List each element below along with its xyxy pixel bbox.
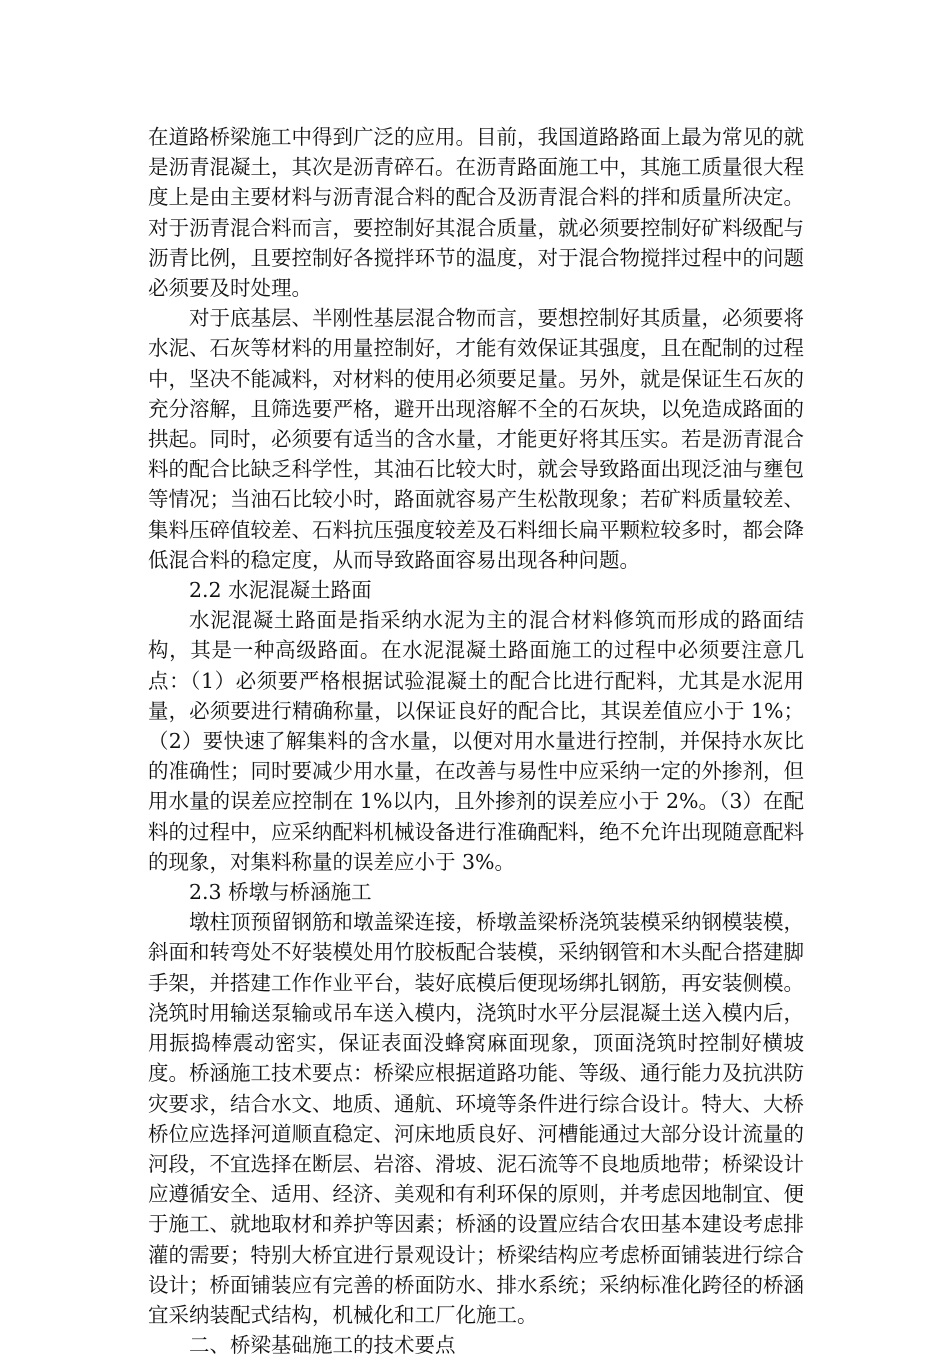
- section-heading-bridge-foundation: 二、桥梁基础施工的技术要点: [189, 1333, 456, 1358]
- document-body: [148, 122, 804, 1360]
- paragraph-asphalt-intro: 在道路桥梁施工中得到广泛的应用。目前，我国道路路面上最为常见的就是沥青混凝土，其次是沥青碎石。在沥青路面施工中，其施工质量很大程度上是由主要材料与沥青混合料的配合及沥青混合料的拌和质量所决定。对于沥青混合料而言，要控制好其混合质量，就必须要控制好矿料级配与沥青比例，且要控制好各搅拌环节的温度，对于混合物搅拌过程中的问题必须要及时处理。: [148, 125, 804, 301]
- section-heading-cement-pavement: 2.2 水泥混凝土路面: [189, 578, 372, 603]
- paragraph-cement-pavement: 水泥混凝土路面是指采纳水泥为主的混合材料修筑而形成的路面结构，其是一种高级路面。在水泥混凝土路面施工的过程中必须要注意几点：（1）必须要严格根据试验混凝土的配合比进行配料，尤其是水泥用量，必须要进行精确称量，以保证良好的配合比，其误差值应小于 1%；（2）要快速了解集料的含水量，以便对用水量进行控制，并保持水灰比的准确性；同时要减少用水量，在改善与易性中应采纳一定的外掺剂，但用水量的误差应控制在 1%以内，且外掺剂的误差应小于 2%。（3）在配料的过程中，应采纳配料机械设备进行准确配料，绝不允许出现随意配料的现象，对集料称量的误差应小于 3%。: [148, 608, 804, 874]
- paragraph-base-layer: 对于底基层、半刚性基层混合物而言，要想控制好其质量，必须要将水泥、石灰等材料的用量控制好，才能有效保证其强度，且在配制的过程中，坚决不能减料，对材料的使用必须要足量。另外，就是保证生石灰的充分溶解，且筛选要严格，避开出现溶解不全的石灰块，以免造成路面的拱起。同时，必须要有适当的含水量，才能更好将其压实。若是沥青混合料的配合比缺乏科学性，其油石比较大时，就会导致路面出现泛油与壅包等情况；当油石比较小时，路面就容易产生松散现象；若矿料质量较差、集料压碎值较差、石料抗压强度较差及石料细长扁平颗粒较多时，都会降低混合料的稳定度，从而导致路面容易出现各种问题。: [148, 306, 804, 572]
- section-heading-pier-culvert: 2.3 桥墩与桥涵施工: [189, 880, 372, 905]
- paragraph-pier-culvert: 墩柱顶预留钢筋和墩盖梁连接，桥墩盖梁桥浇筑装模采纳钢模装模，斜面和转弯处不好装模处用竹胶板配合装模，采纳钢管和木头配合搭建脚手架，并搭建工作作业平台，装好底模后便现场绑扎钢筋，再安装侧模。浇筑时用输送泵输或吊车送入模内，浇筑时水平分层混凝土送入模内后，用振捣棒震动密实，保证表面没蜂窝麻面现象，顶面浇筑时控制好横坡度。桥涵施工技术要点：桥梁应根据道路功能、等级、通行能力及抗洪防灾要求，结合水文、地质、通航、环境等条件进行综合设计。特大、大桥桥位应选择河道顺直稳定、河床地质良好、河槽能通过大部分设计流量的河段，不宜选择在断层、岩溶、滑坡、泥石流等不良地质地带；桥梁设计应遵循安全、适用、经济、美观和有利环保的原则，并考虑因地制宜、便于施工、就地取材和养护等因素；桥涵的设置应结合农田基本建设考虑排灌的需要；特别大桥宜进行景观设计；桥梁结构应考虑桥面铺装进行综合设计；桥面铺装应有完善的桥面防水、排水系统；采纳标准化跨径的桥涵宜采纳装配式结构，机械化和工厂化施工。: [148, 910, 804, 1327]
